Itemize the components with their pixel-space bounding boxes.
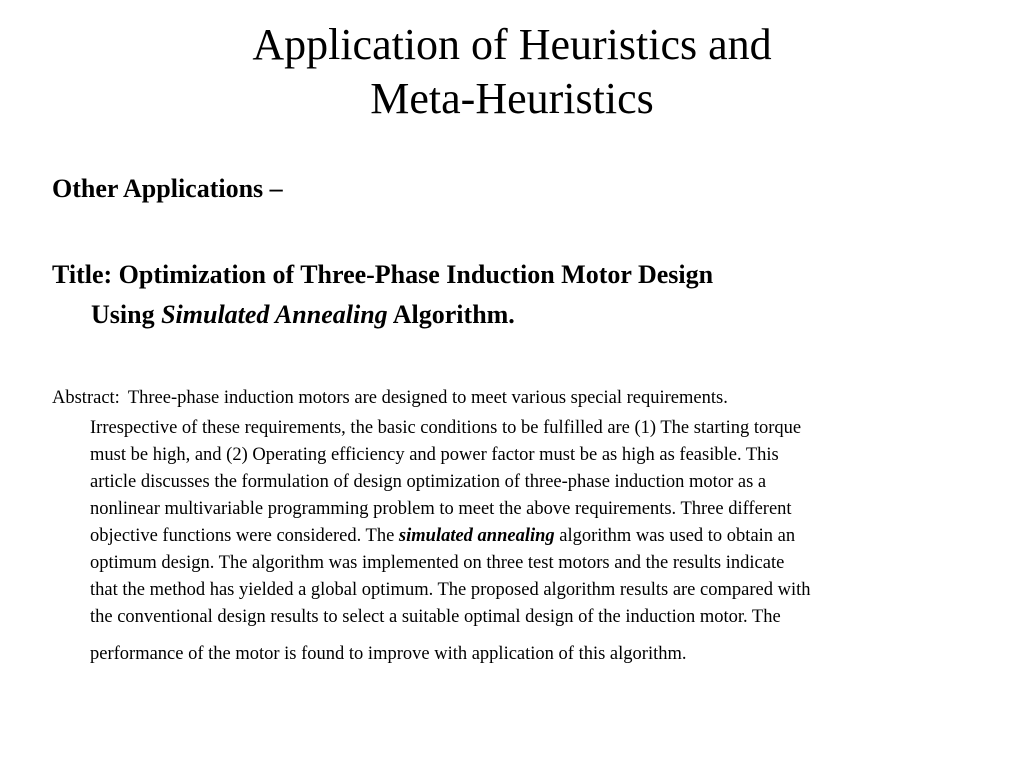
paper-title-line-1: Title: Optimization of Three-Phase Induction Motor Design xyxy=(52,260,714,289)
slide-title-line-2: Meta-Heuristics xyxy=(370,74,654,123)
paper-title xyxy=(52,255,952,335)
abstract-line-7: optimum design. The algorithm was implemented on three test motors and the results indicate xyxy=(90,553,785,573)
abstract-line-2: Irrespective of these requirements, the basic conditions to be fulfilled are (1) The starting torque xyxy=(90,418,802,438)
slide-title xyxy=(0,18,1024,126)
abstract-line-9: the conventional design results to select a suitable optimal design of the induction motor. The xyxy=(90,607,781,627)
abstract-line-6-after: algorithm was used to obtain an xyxy=(559,526,796,546)
paper-title-algorithm-name: Simulated Annealing xyxy=(161,300,388,329)
abstract xyxy=(52,385,992,668)
paper-title-using: Using xyxy=(91,300,155,329)
abstract-continuation xyxy=(52,415,992,668)
abstract-line-1 xyxy=(52,385,992,412)
paper-title-suffix: Algorithm. xyxy=(392,300,515,329)
abstract-line-5: nonlinear multivariable programming problem to meet the above requirements. Three different xyxy=(90,499,792,519)
abstract-line-10: performance of the motor is found to improve with application of this algorithm. xyxy=(90,644,687,664)
abstract-line-3: must be high, and (2) Operating efficiency and power factor must be as high as feasible. This xyxy=(90,445,779,465)
abstract-line-6 xyxy=(90,523,992,550)
slide-title-line-1: Application of Heuristics and xyxy=(252,20,772,69)
abstract-line-6-before: objective functions were considered. The xyxy=(90,526,395,546)
abstract-line-8: that the method has yielded a global optimum. The proposed algorithm results are compared with xyxy=(90,580,811,600)
abstract-text-1: Three-phase induction motors are designed to meet various special requirements. xyxy=(127,388,728,408)
abstract-line-4: article discusses the formulation of design optimization of three-phase induction motor as a xyxy=(90,472,767,492)
abstract-emphasis: simulated annealing xyxy=(398,526,555,546)
paper-title-line-2 xyxy=(52,295,952,335)
section-subheading: Other Applications – xyxy=(52,174,283,203)
abstract-label: Abstract: xyxy=(52,388,120,408)
